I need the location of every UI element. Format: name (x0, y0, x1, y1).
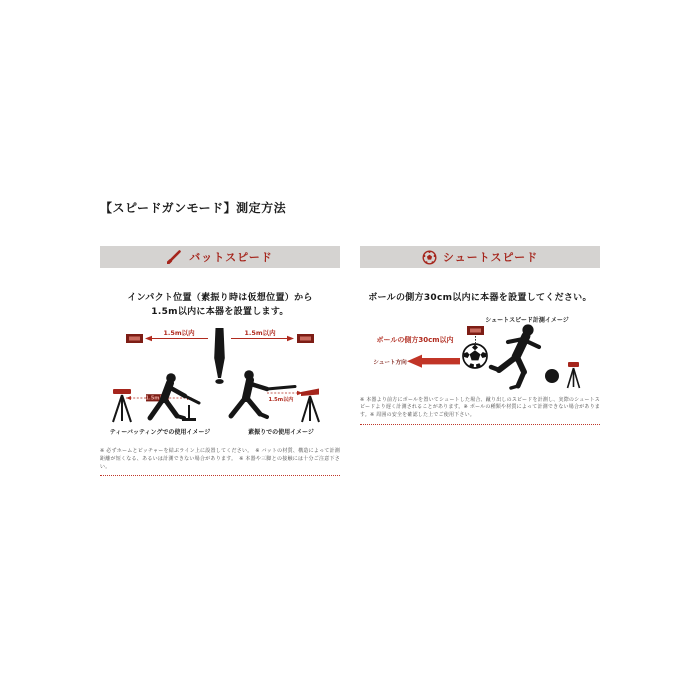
shoot-speed-header-label: シュートスピード (442, 251, 539, 264)
device-icon-right (297, 334, 314, 343)
swing-scene (231, 370, 319, 422)
bat-speed-header-label: バットスピード (189, 251, 273, 264)
tee-batting-scene (113, 373, 199, 422)
caption-tee-batting: ティーバッティングでの使用イメージ (109, 429, 211, 436)
tee-distance-label: 1.5m以内 (145, 395, 170, 402)
bat-speed-footnote: ※ 必ずホームとピッチャーを結ぶライン上に設置してください。 ※ バットの材質、構造によって計測距離が短くなる、あるいは計測できない場合があります。 ※ 本器や三脚との接触には十分ご注意下さい。 (100, 448, 340, 470)
shoot-direction-arrow (407, 354, 460, 367)
tripod-right (302, 396, 319, 422)
bat-speed-description-line2: 1.5m以内に本器を設置します。 (151, 306, 289, 317)
tripod-device-right (301, 389, 319, 397)
shoot-speed-panel (360, 246, 600, 425)
soccer-ball-large (463, 344, 487, 368)
shoot-diagram-label: シュートスピード計測イメージ (485, 316, 569, 324)
bat-speed-diagram (100, 326, 340, 441)
tripod-shoot-device (568, 362, 579, 367)
shoot-speed-description: ボールの側方30cm以内に本器を設置してください。 (368, 293, 592, 303)
shoot-direction-label: シュート方向 (373, 359, 407, 366)
soccer-ball-icon (422, 250, 437, 265)
shoot-speed-footnote: ※ 本器より前方にボールを置いてシュートした場合、蹴り出しのスピードを計測し、実際のシュートスピードより遅く計測されることがあります。※ ボールの種類や材質によって計測できない場合があります。※ 周囲の安全を確認した上でご使用下さい。 (360, 396, 600, 418)
side-distance-label: ボールの側方30cm以内 (376, 335, 454, 344)
kicking-player-silhouette (491, 324, 539, 388)
bat-speed-panel (100, 246, 340, 476)
bat-speed-description-line1: インパクト位置（素振り時は仮想位置）から (127, 293, 313, 303)
right-panel-divider (360, 424, 600, 425)
shoot-speed-diagram (360, 313, 600, 395)
left-panel-divider (100, 475, 340, 476)
bat-speed-description (100, 292, 340, 319)
bat-icon (167, 250, 183, 264)
distance-label-left: 1.5m以内 (163, 329, 195, 337)
caption-swing: 素振りでの使用イメージ (248, 429, 314, 436)
distance-label-right: 1.5m以内 (244, 329, 276, 337)
tripod-left (113, 395, 131, 422)
device-icon-left (126, 334, 143, 343)
shot-ball (545, 369, 559, 383)
tripod-device-left (113, 389, 131, 394)
swing-distance-label: 1.5m以内 (268, 397, 294, 403)
bat-silhouette (214, 328, 225, 384)
device-icon-shoot (467, 326, 484, 335)
shoot-speed-header (360, 246, 600, 268)
tripod-shoot (568, 362, 580, 388)
swing-batter-silhouette (231, 370, 295, 417)
bat-speed-header (100, 246, 340, 268)
page-title: 【スピードガンモード】測定方法 (100, 201, 287, 215)
